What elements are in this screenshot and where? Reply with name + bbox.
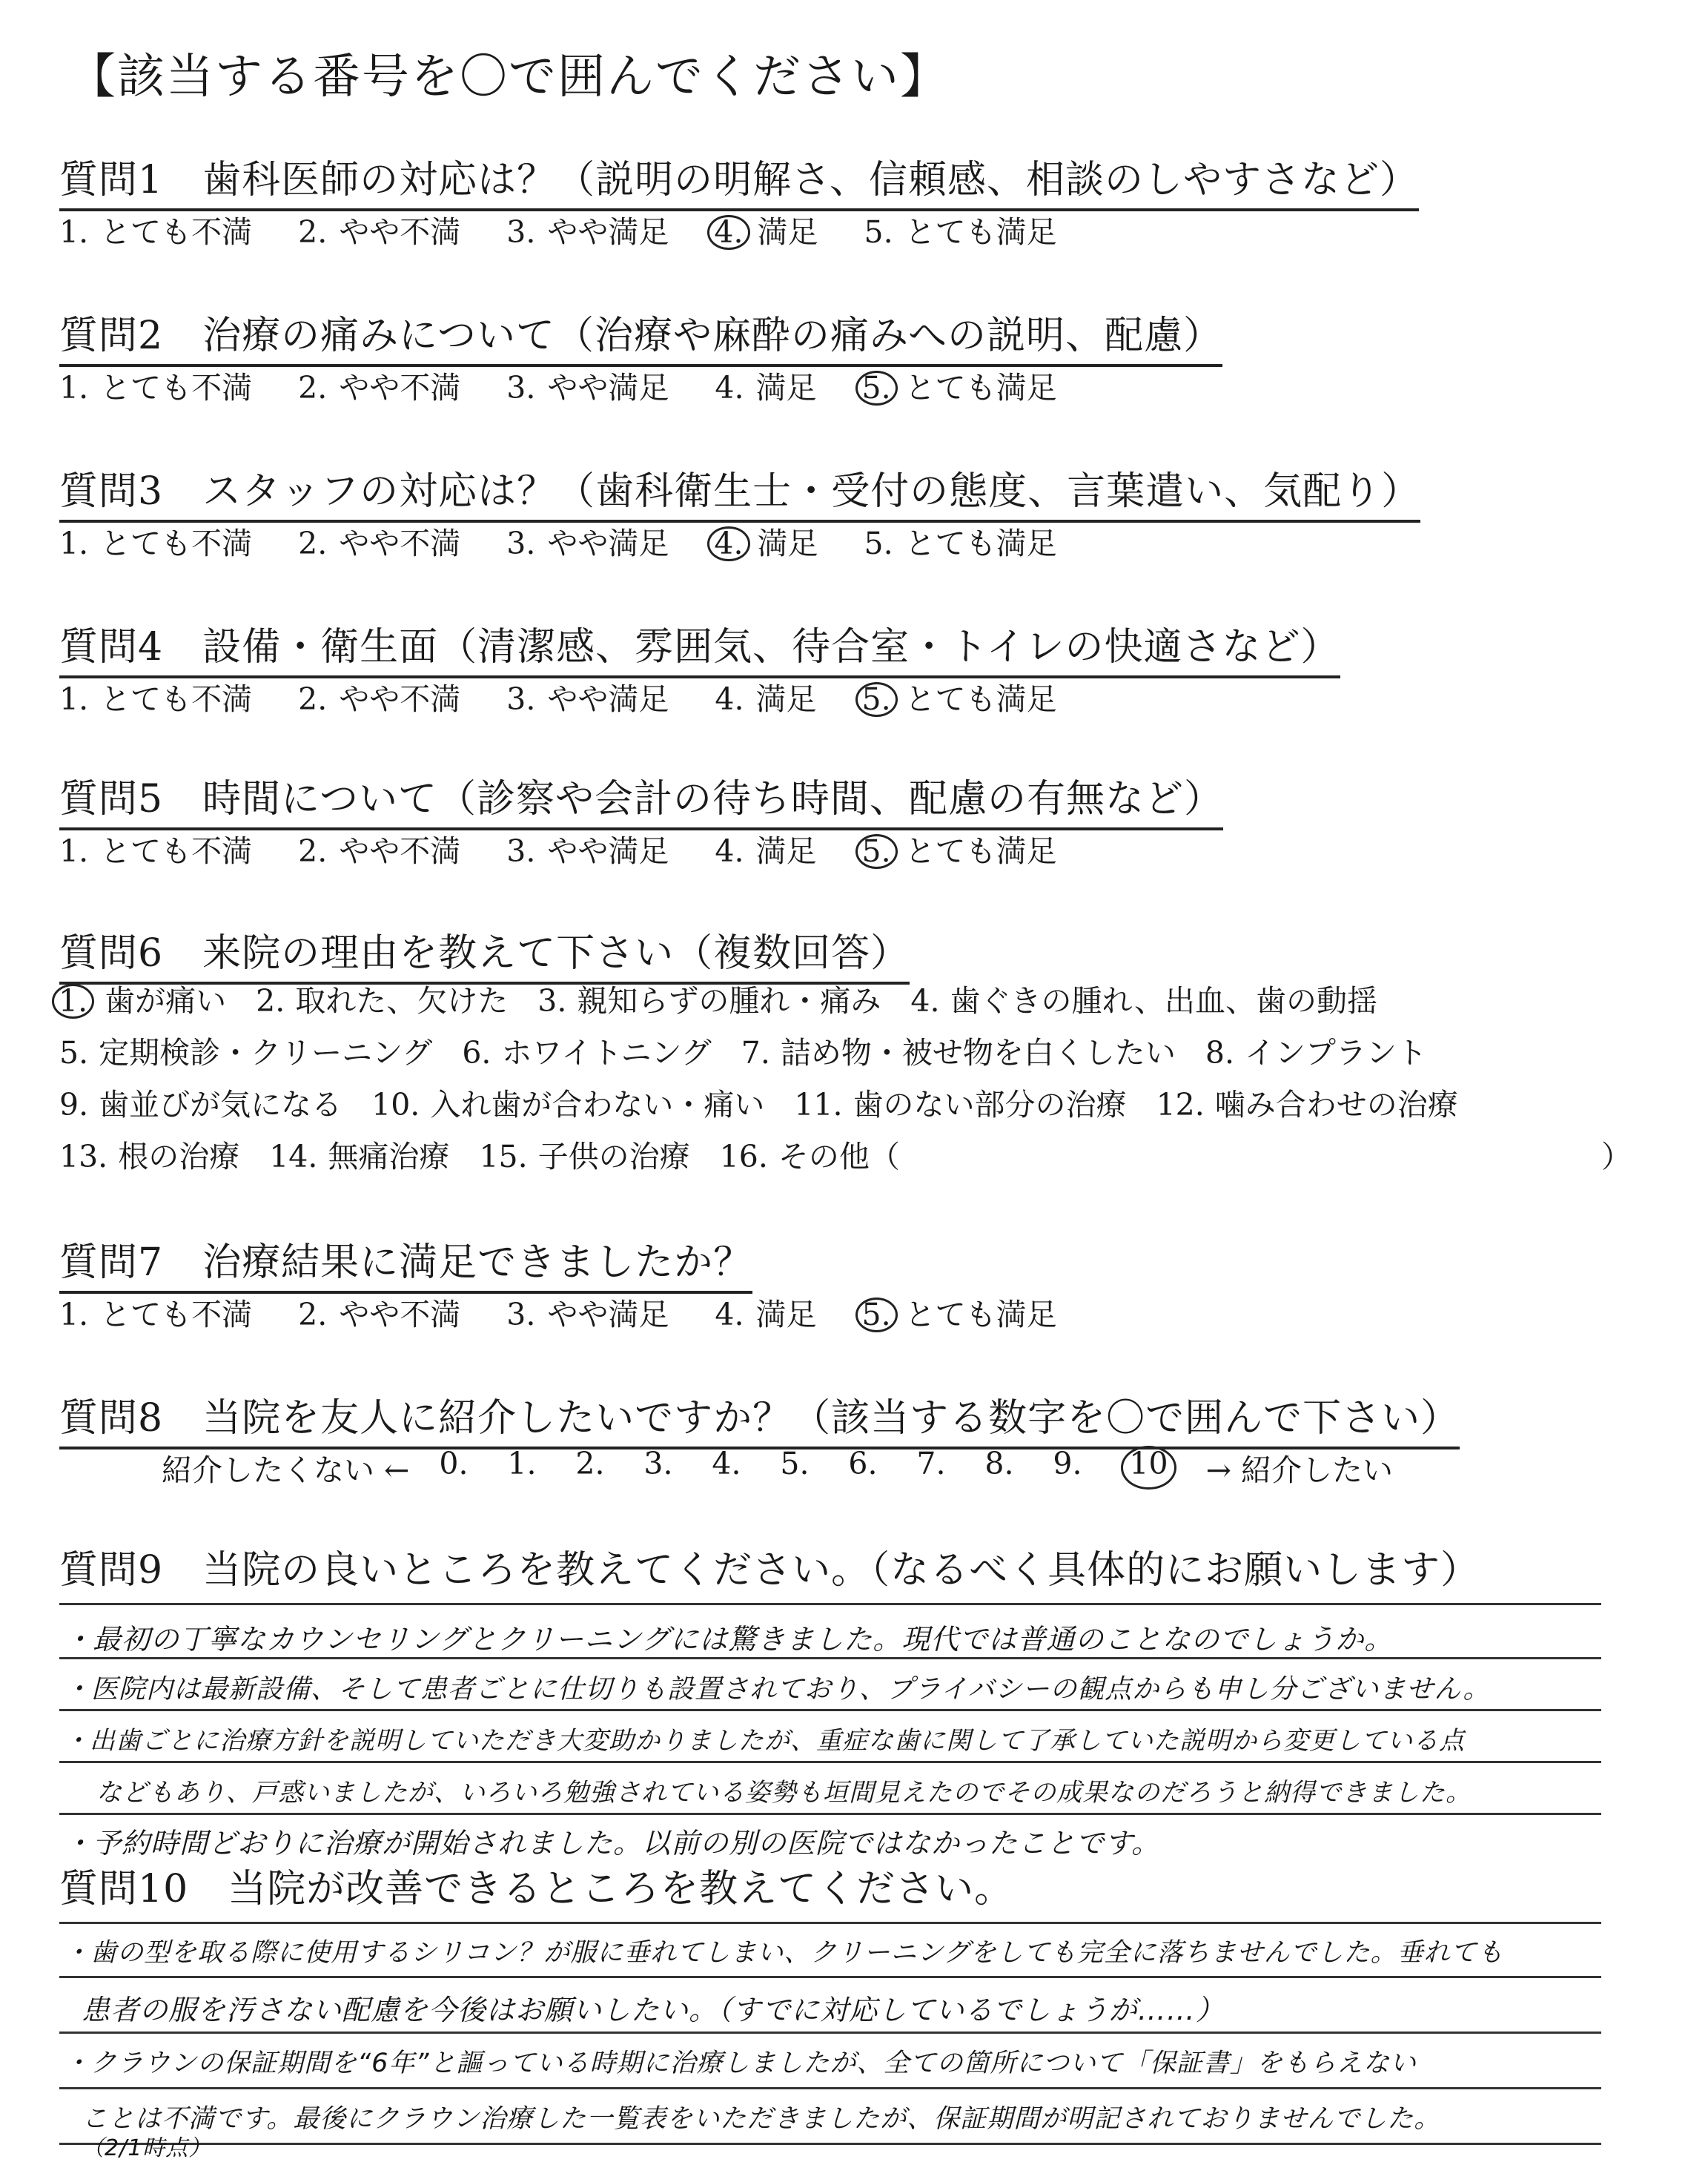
scale-left-label: 紹介したくない ← bbox=[162, 1452, 410, 1488]
q2-option-3[interactable] bbox=[506, 363, 669, 407]
option-label: やや満足 bbox=[547, 833, 669, 869]
option-label: やや満足 bbox=[547, 214, 669, 250]
option-label: 歯ぐきの腫れ、出血、歯の動揺 bbox=[950, 983, 1377, 1019]
page-title: 【該当する番号を〇で囲んでください】 bbox=[68, 50, 949, 105]
question-3-options bbox=[59, 519, 1103, 563]
reason-option[interactable] bbox=[479, 1139, 689, 1174]
option-label: とても満足 bbox=[904, 526, 1057, 561]
q3-option-3[interactable] bbox=[506, 519, 669, 563]
answer-rule bbox=[59, 1922, 1601, 1924]
q9-answer-line: などもあり、戸惑いましたが、いろいろ勉強されている姿勢も垣間見えたのでその成果なのだろうと納得できました。 bbox=[96, 1778, 1472, 1808]
option-number: 1. bbox=[52, 984, 94, 1019]
option-number: 2. bbox=[298, 833, 328, 869]
option-label: やや満足 bbox=[547, 526, 669, 561]
q1-option-2[interactable] bbox=[298, 208, 460, 251]
reason-option[interactable] bbox=[1205, 1035, 1427, 1071]
scale-value[interactable]: 5. bbox=[780, 1446, 810, 1481]
option-number: 1. bbox=[59, 1297, 89, 1332]
q9-answer-line: ・出歯ごとに治療方針を説明していただき大変助かりましたが、重症な歯に関して了承していた説明から変更している点 bbox=[64, 1726, 1465, 1756]
q4-option-4[interactable] bbox=[715, 675, 816, 718]
option-number: 1. bbox=[59, 681, 89, 717]
option-number: 12. bbox=[1156, 1087, 1205, 1123]
option-label: やや満足 bbox=[547, 1297, 669, 1332]
question-4-options bbox=[59, 675, 1103, 718]
question-5-label: 質問5 時間について（診察や会計の待ち時間、配慮の有無など） bbox=[59, 767, 1223, 830]
question-8-label: 質問8 当院を友人に紹介したいですか？（該当する数字を〇で囲んで下さい） bbox=[59, 1386, 1460, 1449]
other-close-paren: ） bbox=[1601, 1139, 1632, 1174]
option-label: やや満足 bbox=[547, 681, 669, 717]
option-label: とても満足 bbox=[904, 833, 1057, 869]
option-number: 9. bbox=[59, 1087, 89, 1123]
option-label: 歯並びが気になる bbox=[99, 1087, 342, 1123]
option-number: 5. bbox=[855, 1297, 898, 1332]
option-label: とても不満 bbox=[100, 526, 253, 561]
question-7-label: 質問7 治療結果に満足できましたか？ bbox=[59, 1231, 752, 1294]
q10-answer-line: ・歯の型を取る際に使用するシリコン？が服に垂れてしまい、クリーニングをしても完全に落ちませんでした。垂れても bbox=[64, 1938, 1504, 1968]
option-label: とても不満 bbox=[100, 1297, 253, 1332]
q5-option-1[interactable] bbox=[59, 827, 252, 870]
question-10-label: 質問10 当院が改善できるところを教えてください。 bbox=[59, 1867, 1014, 1911]
scale-value[interactable]: 0. bbox=[439, 1446, 469, 1481]
option-label: とても不満 bbox=[100, 681, 253, 717]
option-number: 4. bbox=[715, 681, 744, 717]
reason-option[interactable] bbox=[910, 983, 1377, 1019]
option-label: やや不満 bbox=[339, 526, 461, 561]
option-number: 4. bbox=[715, 833, 744, 869]
option-number: 5. bbox=[855, 834, 898, 869]
scale-value[interactable]: 3. bbox=[643, 1446, 673, 1481]
answer-rule bbox=[59, 1976, 1601, 1978]
scale-value[interactable]: 2. bbox=[575, 1446, 605, 1481]
q4-option-3[interactable] bbox=[506, 675, 669, 718]
q4-option-5[interactable] bbox=[863, 675, 1057, 718]
q7-option-5[interactable] bbox=[863, 1290, 1057, 1334]
question-5-options bbox=[59, 827, 1103, 870]
option-number: 4. bbox=[707, 215, 749, 250]
q3-option-4[interactable] bbox=[715, 519, 818, 563]
q7-option-4[interactable] bbox=[715, 1290, 816, 1334]
option-label: 満足 bbox=[755, 370, 817, 406]
option-number: 5. bbox=[864, 214, 893, 250]
reason-line-2 bbox=[59, 1028, 1457, 1072]
option-label: やや満足 bbox=[547, 370, 669, 406]
option-label: インプラント bbox=[1245, 1035, 1427, 1071]
question-7-options bbox=[59, 1290, 1103, 1334]
scale-values bbox=[439, 1446, 1198, 1490]
q5-option-4[interactable] bbox=[715, 827, 816, 870]
question-1-options bbox=[59, 208, 1103, 251]
reason-option[interactable] bbox=[1156, 1087, 1458, 1123]
q7-option-3[interactable] bbox=[506, 1290, 669, 1334]
question-3-label: 質問3 スタッフの対応は？（歯科衛生士・受付の態度、言葉遣い、気配り） bbox=[59, 460, 1420, 523]
option-label: とても満足 bbox=[904, 214, 1057, 250]
option-number: 1. bbox=[59, 833, 89, 869]
answer-rule bbox=[59, 1657, 1601, 1659]
answer-rule bbox=[59, 2032, 1601, 2034]
q1-option-1[interactable] bbox=[59, 208, 252, 251]
option-label: 満足 bbox=[757, 526, 818, 561]
reason-option[interactable] bbox=[256, 983, 508, 1019]
option-number: 1. bbox=[59, 526, 89, 561]
q1-option-4[interactable] bbox=[715, 208, 818, 251]
scale-value[interactable]: 1. bbox=[507, 1446, 537, 1481]
option-label: 詰め物・被せ物を白くしたい bbox=[780, 1035, 1176, 1071]
option-number: 3. bbox=[506, 370, 536, 406]
q10-answer-line: 患者の服を汚さない配慮を今後はお願いしたい。（すでに対応しているでしょうが……） bbox=[82, 1994, 1225, 2026]
option-label: 歯が痛い bbox=[105, 983, 227, 1019]
option-number: 6. bbox=[462, 1035, 491, 1071]
option-label: 親知らずの腫れ・痛み bbox=[577, 983, 881, 1019]
answer-rule bbox=[59, 2143, 1601, 2145]
q10-answer-line: ・クラウンの保証期間を“6年”と謳っている時期に治療しましたが、全ての箇所について「保証書」をもらえない bbox=[64, 2049, 1417, 2078]
option-label: 満足 bbox=[755, 681, 817, 717]
question-6-label: 質問6 来院の理由を教えて下さい（複数回答） bbox=[59, 922, 910, 985]
option-number: 4. bbox=[707, 526, 749, 561]
option-label: 入れ歯が合わない・痛い bbox=[430, 1087, 765, 1123]
question-2-options bbox=[59, 363, 1103, 407]
q1-option-5[interactable] bbox=[864, 208, 1057, 251]
reason-option[interactable] bbox=[59, 1139, 239, 1174]
question-9-label: 質問9 当院の良いところを教えてください。（なるべく具体的にお願いします） bbox=[59, 1548, 1480, 1593]
option-label: 満足 bbox=[757, 214, 818, 250]
option-number: 4. bbox=[715, 1297, 744, 1332]
reason-option[interactable] bbox=[462, 1035, 711, 1071]
q3-option-5[interactable] bbox=[864, 519, 1057, 563]
q9-answer-line: ・予約時間どおりに治療が開始されました。以前の別の医院ではなかったことです。 bbox=[64, 1827, 1160, 1859]
reason-option[interactable] bbox=[741, 1035, 1176, 1071]
option-number: 13. bbox=[59, 1139, 108, 1174]
q2-option-1[interactable] bbox=[59, 363, 252, 407]
option-number: 5. bbox=[864, 526, 893, 561]
option-number: 3. bbox=[506, 1297, 536, 1332]
q3-option-2[interactable] bbox=[298, 519, 460, 563]
reason-option[interactable] bbox=[59, 1087, 342, 1123]
scale-value[interactable]: 4. bbox=[712, 1446, 741, 1481]
q5-option-3[interactable] bbox=[506, 827, 669, 870]
question-8-scale bbox=[162, 1446, 1393, 1490]
option-label: とても不満 bbox=[100, 833, 253, 869]
scale-value[interactable]: 6. bbox=[848, 1446, 878, 1481]
answer-rule bbox=[59, 1761, 1601, 1763]
reason-line-3 bbox=[59, 1080, 1488, 1124]
reason-option[interactable] bbox=[59, 983, 226, 1019]
option-number: 11. bbox=[794, 1087, 843, 1123]
question-1-label: 質問1 歯科医師の対応は？（説明の明解さ、信頼感、相談のしやすさなど） bbox=[59, 148, 1419, 211]
answer-rule bbox=[59, 1603, 1601, 1605]
option-label: ホワイトニング bbox=[501, 1035, 712, 1071]
reason-option[interactable] bbox=[371, 1087, 764, 1123]
q4-option-2[interactable] bbox=[298, 675, 460, 718]
option-number: 10. bbox=[371, 1087, 420, 1123]
option-number: 3. bbox=[506, 214, 536, 250]
option-label: やや不満 bbox=[339, 681, 461, 717]
option-number: 4. bbox=[910, 983, 940, 1019]
q9-answer-line: ・最初の丁寧なカウンセリングとクリーニングには驚きました。現代では普通のことなのでしょうか。 bbox=[64, 1623, 1394, 1656]
option-label: その他（ bbox=[778, 1139, 900, 1174]
option-number: 3. bbox=[506, 833, 536, 869]
reason-option[interactable] bbox=[720, 1139, 900, 1174]
scale-value[interactable]: 8. bbox=[984, 1446, 1014, 1481]
q9-answer-line: ・医院内は最新設備、そして患者ごとに仕切りも設置されており、プライバシーの観点からも申し分ございません。 bbox=[64, 1674, 1491, 1705]
reason-option[interactable] bbox=[537, 983, 881, 1019]
option-label: 満足 bbox=[755, 1297, 817, 1332]
option-label: やや不満 bbox=[339, 214, 461, 250]
q4-option-1[interactable] bbox=[59, 675, 252, 718]
option-label: 取れた、欠けた bbox=[295, 983, 509, 1019]
scale-value[interactable]: 10 bbox=[1121, 1446, 1176, 1490]
option-label: とても満足 bbox=[904, 681, 1057, 717]
question-4-label: 質問4 設備・衛生面（清潔感、雰囲気、待合室・トイレの快適さなど） bbox=[59, 615, 1340, 678]
option-label: 根の治療 bbox=[118, 1139, 240, 1174]
q1-option-3[interactable] bbox=[506, 208, 669, 251]
scale-right-label: → 紹介したい bbox=[1205, 1452, 1393, 1488]
option-number: 15. bbox=[479, 1139, 528, 1174]
option-label: やや不満 bbox=[339, 833, 461, 869]
option-number: 16. bbox=[719, 1139, 768, 1174]
q2-option-4[interactable] bbox=[715, 363, 816, 407]
option-number: 7. bbox=[741, 1035, 770, 1071]
option-number: 3. bbox=[506, 681, 536, 717]
option-number: 8. bbox=[1205, 1035, 1234, 1071]
option-number: 2. bbox=[298, 681, 328, 717]
option-number: 2. bbox=[256, 983, 285, 1019]
option-label: やや不満 bbox=[339, 1297, 461, 1332]
answer-rule bbox=[59, 1709, 1601, 1711]
option-label: やや不満 bbox=[339, 370, 461, 406]
q5-option-5[interactable] bbox=[863, 827, 1057, 870]
option-number: 1. bbox=[59, 370, 89, 406]
option-number: 2. bbox=[298, 1297, 328, 1332]
option-number: 3. bbox=[537, 983, 567, 1019]
option-number: 5. bbox=[855, 371, 898, 406]
q5-option-2[interactable] bbox=[298, 827, 460, 870]
option-label: とても満足 bbox=[904, 1297, 1057, 1332]
option-number: 14. bbox=[269, 1139, 318, 1174]
q10-answer-note: （2/1時点） bbox=[82, 2135, 212, 2161]
answer-rule bbox=[59, 1813, 1601, 1815]
reason-option[interactable] bbox=[794, 1087, 1126, 1123]
option-label: 噛み合わせの治療 bbox=[1214, 1087, 1458, 1123]
option-number: 5. bbox=[855, 682, 898, 717]
q7-option-1[interactable] bbox=[59, 1290, 252, 1334]
option-number: 1. bbox=[59, 214, 89, 250]
question-2-label: 質問2 治療の痛みについて（治療や麻酔の痛みへの説明、配慮） bbox=[59, 304, 1222, 367]
q3-option-1[interactable] bbox=[59, 519, 252, 563]
reason-line-4 bbox=[59, 1132, 930, 1176]
option-label: 満足 bbox=[755, 833, 817, 869]
option-label: 子供の治療 bbox=[537, 1139, 690, 1174]
q2-option-5[interactable] bbox=[863, 363, 1057, 407]
reason-option[interactable] bbox=[269, 1139, 449, 1174]
option-label: 無痛治療 bbox=[328, 1139, 450, 1174]
option-label: とても不満 bbox=[100, 214, 253, 250]
scale-value[interactable]: 7. bbox=[916, 1446, 946, 1481]
reason-option[interactable] bbox=[59, 1035, 432, 1071]
option-number: 4. bbox=[715, 370, 744, 406]
reason-line-1 bbox=[59, 976, 1407, 1020]
scale-value[interactable]: 9. bbox=[1053, 1446, 1082, 1481]
q7-option-2[interactable] bbox=[298, 1290, 460, 1334]
option-number: 2. bbox=[298, 370, 328, 406]
option-label: とても満足 bbox=[904, 370, 1057, 406]
q10-answer-line: ことは不満です。最後にクラウン治療した一覧表をいただきましたが、保証期間が明記されておりませんでした。 bbox=[82, 2104, 1441, 2134]
option-label: 歯のない部分の治療 bbox=[853, 1087, 1127, 1123]
option-label: 定期検診・クリーニング bbox=[99, 1035, 433, 1071]
answer-rule bbox=[59, 2087, 1601, 2089]
q2-option-2[interactable] bbox=[298, 363, 460, 407]
option-number: 5. bbox=[59, 1035, 89, 1071]
option-number: 2. bbox=[298, 526, 328, 561]
option-number: 3. bbox=[506, 526, 536, 561]
option-label: とても不満 bbox=[100, 370, 253, 406]
option-number: 2. bbox=[298, 214, 328, 250]
